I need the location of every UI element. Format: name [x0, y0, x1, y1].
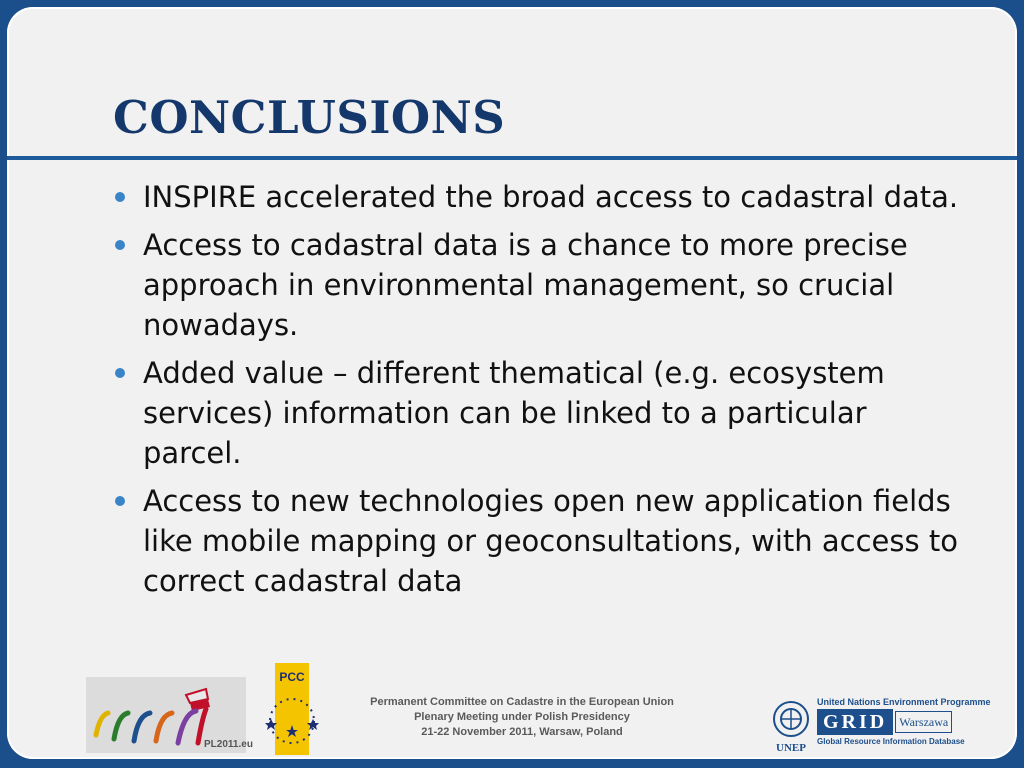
bullet-item [113, 353, 973, 473]
pcc-logo [259, 663, 325, 755]
footer-line-committee: Permanent Committee on Cadastre in the European Union [370, 696, 674, 708]
pl-presidency-logo [86, 677, 253, 753]
slide [7, 7, 1017, 759]
footer-text [337, 695, 707, 740]
bullet-text: INSPIRE accelerated the broad access to cadastral data. [143, 180, 959, 214]
bullet-item [113, 177, 973, 217]
bullet-item [113, 481, 973, 601]
bullet-dot-icon [115, 240, 125, 250]
pcc-logo-label: PCC [279, 670, 305, 684]
pl-logo-label: PL2011.eu [204, 739, 253, 750]
unep-logo [767, 697, 815, 755]
slide-title: CONCLUSIONS [113, 91, 506, 144]
bullet-list [113, 177, 973, 609]
footer-line-meeting: Plenary Meeting under Polish Presidency [414, 711, 630, 723]
grid-city: Warszawa [895, 711, 952, 733]
title-divider [7, 156, 1017, 160]
bullet-item [113, 225, 973, 345]
bullet-text: Added value – different thematical (e.g. ecosystem services) information can be linked to a particular parcel. [143, 356, 885, 470]
grid-warszawa-logo [817, 697, 991, 755]
bullet-text: Access to cadastral data is a chance to more precise approach in environmental management, so crucial nowadays. [143, 228, 908, 342]
bullet-dot-icon [115, 496, 125, 506]
bullet-dot-icon [115, 368, 125, 378]
footer-line-date: 21-22 November 2011, Warsaw, Poland [421, 726, 623, 738]
unep-label: UNEP [776, 742, 806, 754]
grid-top-text: United Nations Environment Programme [817, 697, 991, 707]
bullet-text: Access to new technologies open new application fields like mobile mapping or geoconsultations, with access to correct cadastral data [143, 484, 958, 598]
grid-bottom-text: Global Resource Information Database [817, 737, 965, 746]
grid-word: GRID [817, 709, 893, 735]
bullet-dot-icon [115, 192, 125, 202]
